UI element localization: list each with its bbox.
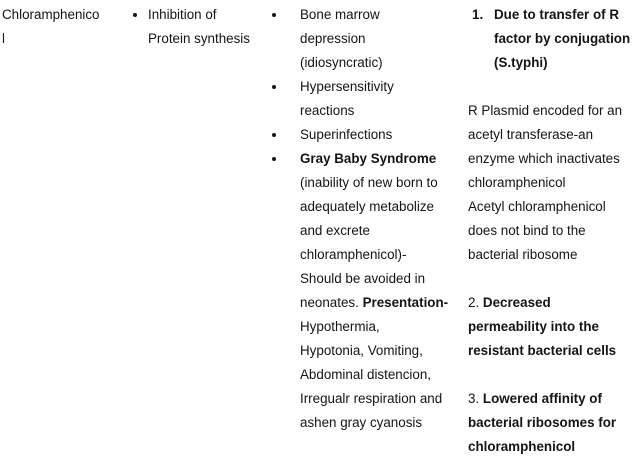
plasmid-line1: R Plasmid encoded for an xyxy=(468,103,623,118)
resistance-point2-number: 2. xyxy=(468,295,480,310)
mechanism-line2: Protein synthesis xyxy=(148,31,250,46)
neonates-prefix: neonates. xyxy=(300,295,359,310)
plasmid-line2: acetyl transferase-an xyxy=(468,127,594,142)
bullet-icon xyxy=(272,13,276,17)
resistance-point3-line2: bacterial ribosomes for xyxy=(468,415,617,430)
adverse-item1-line1: Bone marrow xyxy=(300,7,380,22)
resistance-point2-line2: permeability into the xyxy=(468,319,599,334)
plasmid-line5: Acetyl chloramphenicol xyxy=(468,199,606,214)
drug-name-line2: l xyxy=(2,31,5,46)
adverse-item3-line1: Superinfections xyxy=(300,127,393,142)
presentation-line1: Hypothermia, xyxy=(300,319,380,334)
resistance-point1-line1: Due to transfer of R xyxy=(494,7,619,22)
resistance-point3-number: 3. xyxy=(468,391,480,406)
presentation-line3: Abdominal distencion, xyxy=(300,367,432,382)
plasmid-line3: enzyme which inactivates xyxy=(468,151,620,166)
mechanism-line1: Inhibition of xyxy=(148,7,217,22)
adverse-item2-line2: reactions xyxy=(300,103,355,118)
gray-baby-body-line5: Should be avoided in xyxy=(300,271,426,286)
resistance-point3-line1 xyxy=(468,390,602,408)
bullet-icon xyxy=(272,85,276,89)
resistance-point1-line2: factor by conjugation xyxy=(494,31,631,46)
gray-baby-neonates-line xyxy=(300,294,448,312)
adverse-item1-line2: depression xyxy=(300,31,366,46)
presentation-line5: ashen gray cyanosis xyxy=(300,415,423,430)
gray-baby-body-line2: adequately metabolize xyxy=(300,199,434,214)
resistance-point3-line3: chloramphenicol xyxy=(468,439,576,454)
plasmid-line7: bacterial ribosome xyxy=(468,247,578,262)
gray-baby-title: Gray Baby Syndrome xyxy=(300,151,437,166)
drug-name-line1: Chloramphenico xyxy=(2,7,100,22)
presentation-label: Presentation- xyxy=(362,295,449,310)
resistance-point3-first: Lowered affinity of xyxy=(482,391,602,406)
bullet-icon xyxy=(133,13,137,17)
resistance-point1-line3: (S.typhi) xyxy=(494,55,548,70)
plasmid-line6: does not bind to the xyxy=(468,223,586,238)
resistance-point2-line1 xyxy=(468,294,551,312)
bullet-icon xyxy=(272,133,276,137)
adverse-item2-line1: Hypersensitivity xyxy=(300,79,394,94)
presentation-line2: Hypotonia, Vomiting, xyxy=(300,343,423,358)
gray-baby-body-line1: (inability of new born to xyxy=(300,175,438,190)
gray-baby-body-line3: and excrete xyxy=(300,223,370,238)
resistance-point2-line3: resistant bacterial cells xyxy=(468,343,617,358)
resistance-point2-first: Decreased xyxy=(482,295,551,310)
bullet-icon xyxy=(272,157,276,161)
resistance-point1-number: 1. xyxy=(472,7,484,22)
gray-baby-body-line4: chloramphenicol)- xyxy=(300,247,407,262)
plasmid-line4: chloramphenicol xyxy=(468,175,566,190)
presentation-line4: Irregualr respiration and xyxy=(300,391,443,406)
adverse-item1-line3: (idiosyncratic) xyxy=(300,55,383,70)
